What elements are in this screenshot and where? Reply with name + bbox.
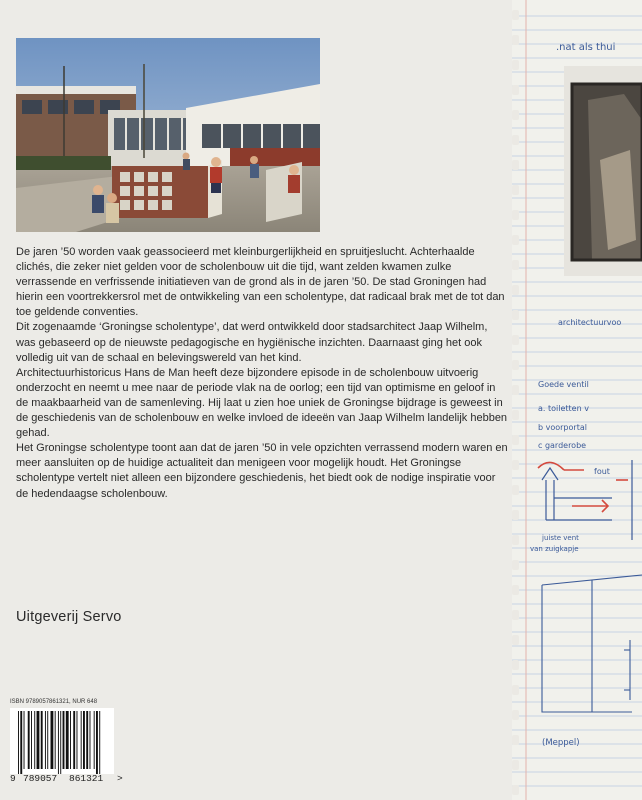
barcode-bar <box>37 711 40 769</box>
blurb-paragraph: De jaren ’50 worden vaak geassocieerd met kleinburgerlijkheid en spruitjeslucht. Achterhaalde clichés, die zeker niet gelden voor de scholenbouw uit die tijd, want zelden kwamen zulke verrassende en verfrissende initiatieven van de grond als in de jaren ’50. De stad Groningen had hierin een voortrekkersrol met de ontwikkeling van een scholentype, dat radicaal brak met de tot dan toe geldende conventies. <box>16 246 505 319</box>
barcode-bar <box>83 711 85 769</box>
notebook-label-meppel: (Meppel) <box>542 738 580 748</box>
barcode-bar <box>63 711 65 769</box>
publisher-name: Uitgeverij Servo <box>16 609 122 625</box>
barcode-lead-digit: 9 <box>10 773 16 784</box>
barcode-bar <box>70 711 71 769</box>
isbn-nur-line: ISBN 9789057861321, NUR 648 <box>10 699 98 705</box>
barcode-bar <box>47 711 48 769</box>
barcode-bar <box>60 711 61 774</box>
blurb-paragraph: Architectuurhistoricus Hans de Man heeft deze bijzondere episode in de scholenbouw uitvoerig onderzocht en neemt u mee naar de periode vlak na de oorlog; een tijd van optimisme en geloof in de maakbaarheid van de samenleving. Hij laat u zien hoe uniek de Groningse bijdrage is geweest in de geschiedenis van de scholenbouw en welke invloed de ideeën van Jaap Wilhelm landelijk hebben gehad. <box>16 366 508 440</box>
notebook-item-a: a. toiletten v <box>538 404 589 413</box>
school-photo <box>16 38 320 232</box>
notebook-list-title: Goede ventil <box>538 380 589 389</box>
notebook-label-fout: fout <box>594 467 610 476</box>
barcode-bar <box>31 711 32 769</box>
notebook-label-zuigkapje: van zuigkapje <box>530 545 579 553</box>
barcode-bar <box>58 711 59 774</box>
notebook-label-juiste: juiste vent <box>542 534 579 542</box>
barcode-bar <box>55 711 56 769</box>
barcode <box>10 708 114 774</box>
back-cover-blurb <box>16 245 510 502</box>
barcode-bar <box>99 711 100 774</box>
blurb-paragraph: Het Groningse scholentype toont aan dat de jaren ’50 in vele opzichten verrassend modern waren en meer aansluiten op de huidige actualiteit dan menigeen voor mogelijk houdt. Het Groningse scholentype vertelt niet alleen een bijzondere geschiedenis, het biedt ook de nodige inspiratie voor de hedendaagse scholenbouw. <box>16 442 508 500</box>
barcode-right-group: 861321 <box>69 773 104 784</box>
barcode-bar <box>28 711 30 769</box>
barcode-bar <box>90 711 91 769</box>
barcode-bar <box>94 711 95 769</box>
barcode-bar <box>45 711 46 769</box>
notebook-item-b: b voorportal <box>538 423 587 432</box>
barcode-bar <box>20 711 22 774</box>
barcode-bar <box>96 711 98 774</box>
notebook-heading: .nat als thui <box>556 42 616 53</box>
barcode-bar <box>66 711 69 769</box>
barcode-bar <box>41 711 43 769</box>
barcode-bar <box>81 711 82 769</box>
barcode-marker: > <box>117 773 123 784</box>
barcode-bar <box>51 711 54 769</box>
notebook-page-strip <box>512 0 642 800</box>
barcode-bar <box>73 711 75 769</box>
barcode-bar <box>24 711 25 769</box>
barcode-digits <box>10 773 130 787</box>
blurb-paragraph: Dit zogenaamde ‘Groningse scholentype’, dat werd ontwikkeld door stadsarchitect Jaap Wilhelm, was gebaseerd op de nieuwste pedagogische en hygiënische inzichten. Daarnaast ging het ook volledig uit van de schaal en belevingswereld van het kind. <box>16 321 488 364</box>
barcode-bar <box>77 711 78 769</box>
barcode-bar <box>86 711 88 769</box>
barcode-bar <box>18 711 19 774</box>
notebook-caption-architect: architectuurvoo <box>558 318 622 327</box>
notebook-item-c: c garderobe <box>538 441 587 450</box>
barcode-left-group: 789057 <box>23 773 58 784</box>
barcode-bar <box>34 711 35 769</box>
